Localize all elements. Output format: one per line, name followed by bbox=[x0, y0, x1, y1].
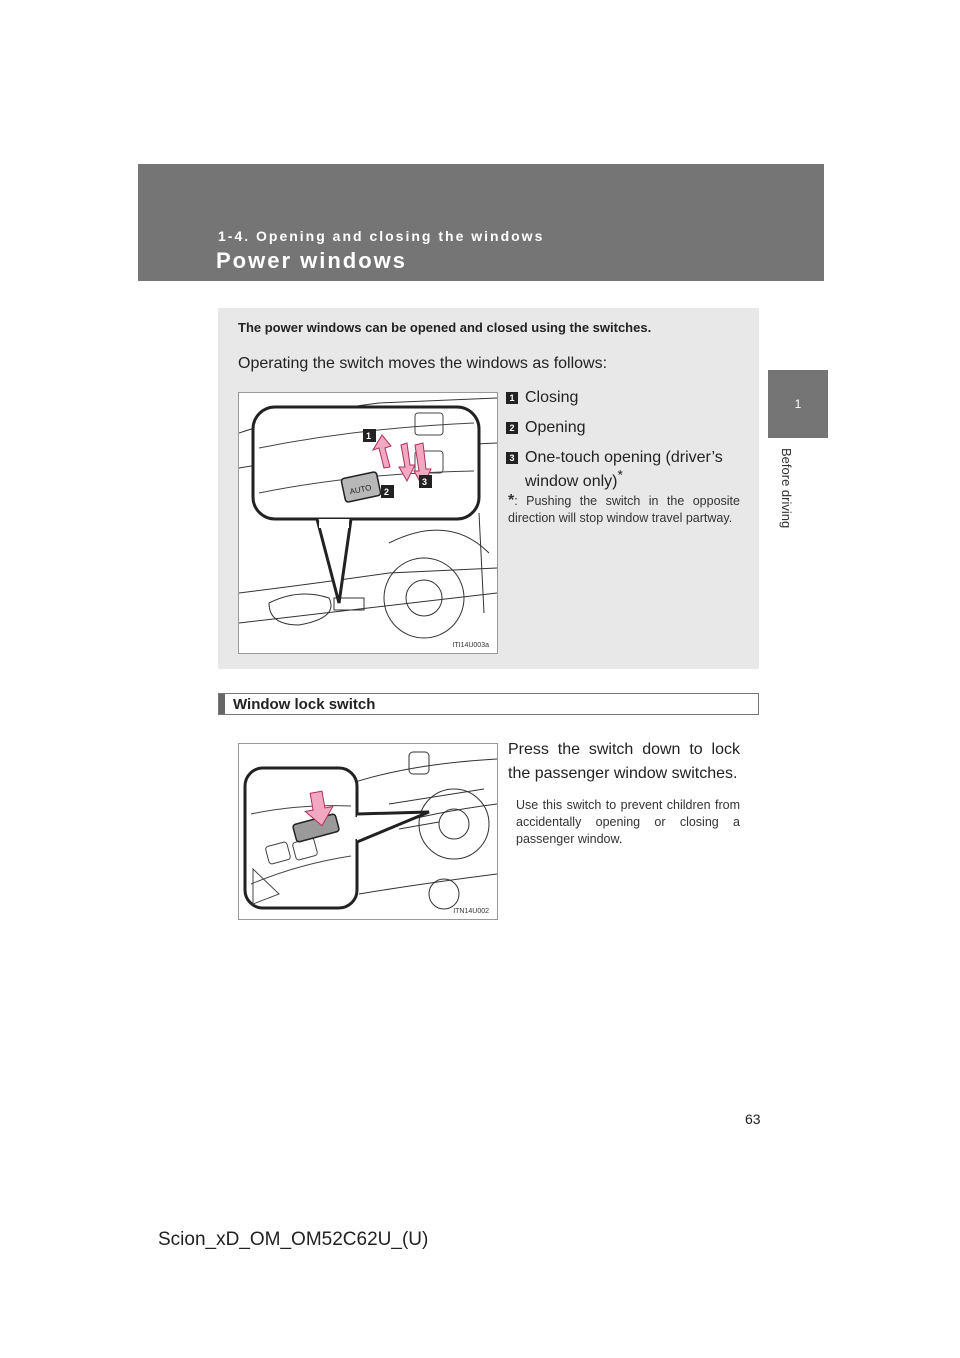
item-number: 3 bbox=[506, 452, 518, 464]
operation-list bbox=[506, 386, 746, 500]
footnote bbox=[508, 492, 740, 527]
callout-3-label: 3 bbox=[422, 477, 428, 487]
operating-text: Operating the switch moves the windows as follows: bbox=[238, 355, 608, 372]
item-number: 1 bbox=[506, 392, 518, 404]
footnote-mark: * bbox=[617, 466, 623, 483]
item-number: 2 bbox=[506, 422, 518, 434]
heading-accent bbox=[219, 694, 225, 714]
document-id: Scion_xD_OM_OM52C62U_(U) bbox=[158, 1229, 429, 1250]
page-title: Power windows bbox=[216, 248, 408, 273]
figure-code: ITN14U002 bbox=[453, 908, 489, 915]
callout-2-label: 2 bbox=[384, 487, 390, 497]
list-item bbox=[506, 446, 746, 494]
section-title: 1-4. Opening and closing the windows bbox=[218, 228, 545, 244]
page-number: 63 bbox=[745, 1111, 761, 1127]
section-heading: Window lock switch bbox=[233, 696, 376, 713]
lock-note: Use this switch to prevent children from accidentally opening or closing a passenger window. bbox=[516, 798, 740, 846]
item-text: Opening bbox=[525, 419, 586, 436]
item-text-body: One-touch opening (driver’s window only) bbox=[525, 449, 723, 490]
footnote-text: : Pushing the switch in the opposite direction will stop window travel partway. bbox=[508, 494, 740, 525]
chapter-number: 1 bbox=[794, 397, 802, 411]
lock-drawing bbox=[239, 744, 497, 919]
section-heading-bar bbox=[218, 693, 759, 715]
chapter-label: Before driving bbox=[779, 448, 794, 529]
auto-switch-label: AUTO bbox=[348, 482, 373, 497]
switch-drawing bbox=[239, 393, 497, 653]
list-item bbox=[506, 386, 746, 410]
figure-code: ITI14U003a bbox=[452, 642, 489, 649]
callout-1-label: 1 bbox=[366, 431, 372, 441]
power-window-switch-illustration bbox=[238, 392, 498, 654]
list-item bbox=[506, 416, 746, 440]
intro-text: The power windows can be opened and closed using the switches. bbox=[238, 320, 652, 335]
footnote-symbol: * bbox=[508, 492, 515, 509]
item-text: Closing bbox=[525, 389, 579, 406]
item-text bbox=[525, 446, 746, 494]
chapter-tab bbox=[768, 370, 828, 438]
lock-instruction: Press the switch down to lock the passenger window switches. bbox=[508, 741, 740, 782]
window-lock-switch-illustration bbox=[238, 743, 498, 920]
chapter-header bbox=[138, 164, 824, 281]
